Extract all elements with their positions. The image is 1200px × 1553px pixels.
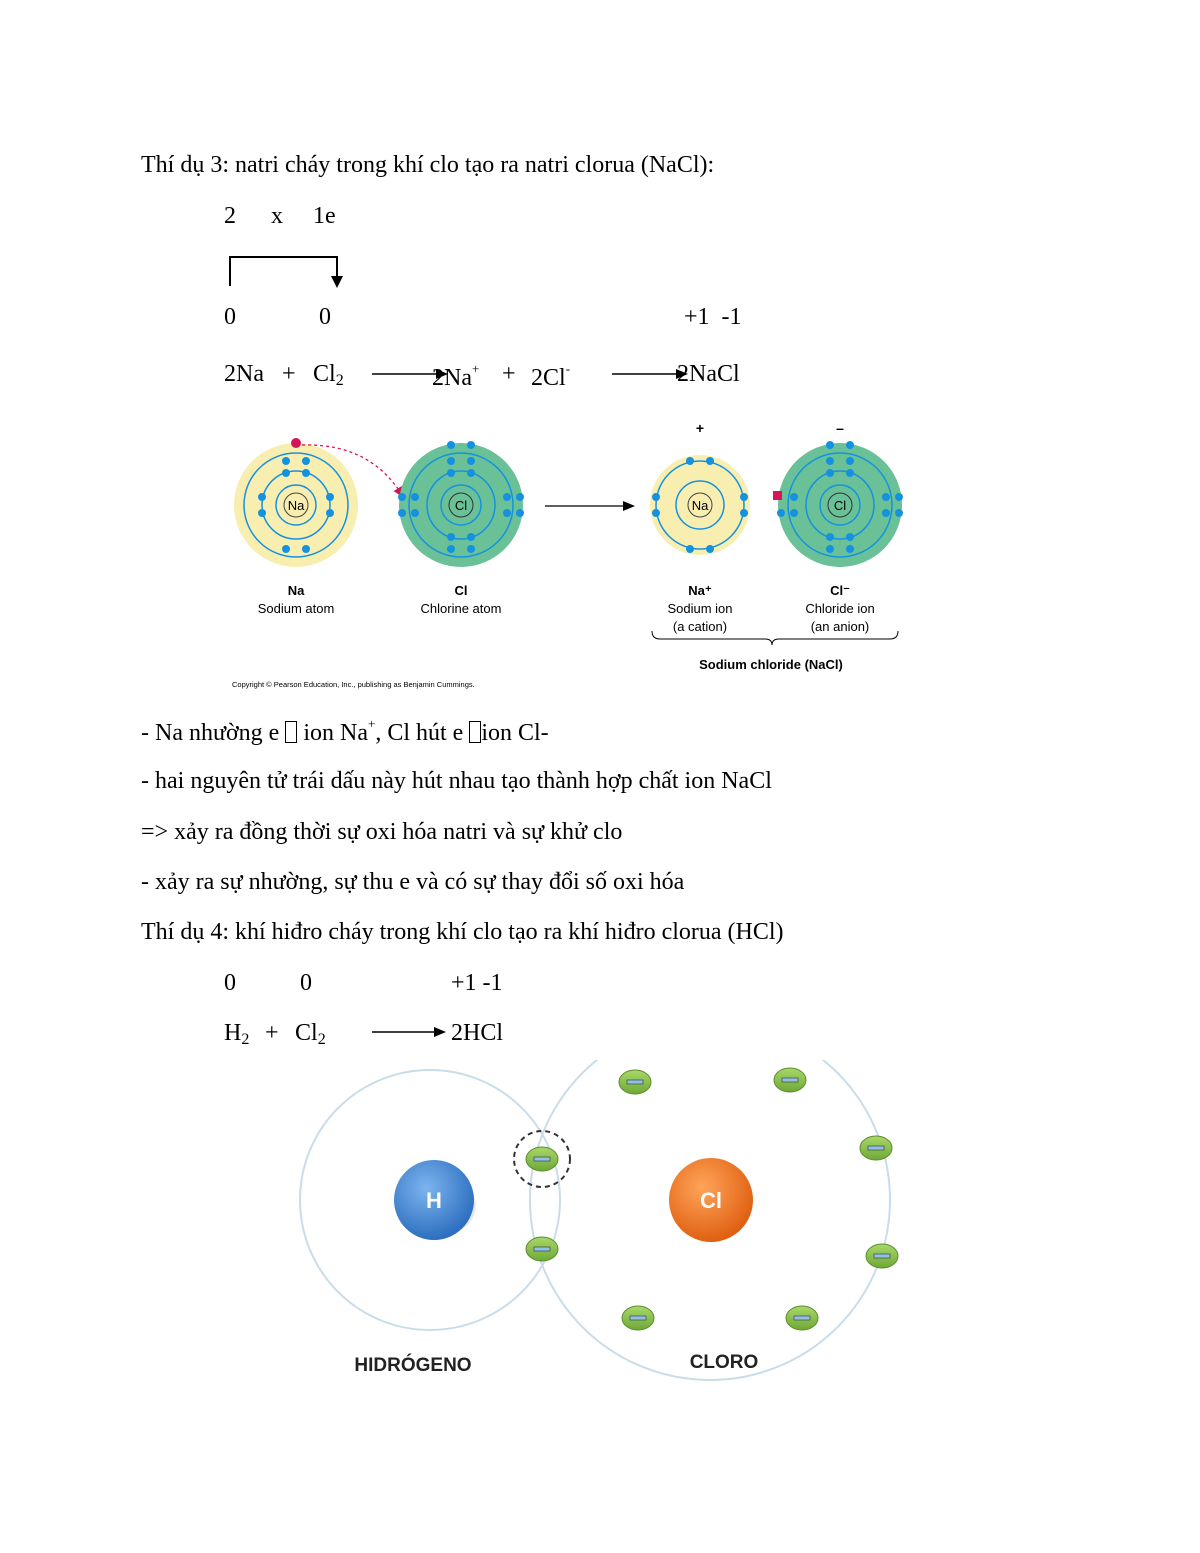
hcl-covalent-bond-figure (290, 1060, 920, 1400)
ox-h: 0 (224, 970, 236, 996)
eq2-reactant-h2: $H_2$ (224, 1020, 250, 1048)
na-atom-title: Na (287, 583, 305, 598)
transfer-electron: 1e (313, 203, 336, 229)
note-line-4: - xảy ra sự nhường, sự thu e và có sự thay đổi số oxi hóa (141, 869, 685, 895)
chloride-ion-diagram (773, 420, 903, 567)
transfer-multiplier: 2 (224, 203, 236, 229)
sodium-ion-diagram (650, 420, 750, 555)
eq2-product-hcl: 2HCl (451, 1020, 504, 1046)
ox-na: 0 (224, 304, 236, 330)
cl-ion-subtitle: Chloride ion (805, 601, 875, 616)
eq1-plus: + (282, 361, 296, 387)
nacl-ionic-bond-figure (220, 415, 920, 695)
ox-hcl: +1 -1 (451, 970, 503, 996)
na-nucleus-symbol: Na (287, 498, 305, 513)
ox-product: +1 -1 (684, 304, 742, 330)
eq2-plus: + (265, 1020, 279, 1046)
compound-label: Sodium chloride (NaCl) (699, 657, 843, 672)
na-ion-subtitle-2: (a cation) (672, 619, 728, 634)
eq1-plus-2: + (502, 361, 516, 387)
electron-transfer-bracket (222, 252, 352, 292)
arrow-symbol-box-2 (469, 721, 481, 743)
na-ion-title: Na⁺ (688, 583, 712, 598)
note-line-3: => xảy ra đồng thời sự oxi hóa natri và sự khử clo (141, 819, 623, 845)
eq2-arrow (372, 1022, 452, 1042)
copyright-note: Copyright © Pearson Education, Inc., publishing as Benjamin Cummings. (232, 680, 475, 689)
sodium-atom-diagram (234, 438, 358, 567)
h-nucleus-symbol: H (426, 1188, 442, 1213)
cl-ion-subtitle-2: (an anion) (810, 619, 870, 634)
hydrogen-label: HIDRÓGENO (354, 1355, 472, 1376)
cl-nucleus-symbol-2: Cl (700, 1188, 722, 1213)
chlorine-label: CLORO (689, 1352, 759, 1373)
cl-atom-subtitle: Chlorine atom (420, 601, 502, 616)
chlorine-atom-diagram (398, 441, 524, 567)
example4-title: Thí dụ 4: khí hiđro cháy trong khí clo tạo ra khí hiđro clorua (HCl) (141, 919, 784, 945)
cl-ion-charge: – (836, 420, 844, 436)
eq1-reactant-cl2: $Cl_2$ (313, 361, 344, 389)
eq1-final-nacl: 2NaCl (677, 361, 740, 387)
note-line-2: - hai nguyên tử trái dấu này hút nhau tạo thành hợp chất ion NaCl (141, 768, 772, 794)
ox-cl-2: 0 (300, 970, 312, 996)
arrow-symbol-box (285, 721, 297, 743)
eq1-reactant-na: 2Na (224, 361, 264, 387)
note-line-1: - Na nhường e ion Na+, Cl hút e ion Cl- (141, 716, 549, 746)
transfer-times: x (271, 203, 283, 229)
example3-title: Thí dụ 3: natri cháy trong khí clo tạo ra natri clorua (NaCl): (141, 152, 715, 178)
na-ion-subtitle: Sodium ion (667, 601, 733, 616)
cl-nucleus-symbol: Cl (454, 498, 468, 513)
cl-atom-title: Cl (454, 583, 468, 598)
transferred-electron (291, 438, 301, 448)
eq1-product-na-ion: 2Na+ (432, 361, 480, 391)
eq1-product-cl-ion: 2Cl- (531, 361, 571, 391)
na-ion-charge: + (695, 420, 705, 436)
na-ion-nucleus-symbol: Na (691, 498, 709, 513)
eq2-reactant-cl2: $Cl_2$ (295, 1020, 326, 1048)
ox-cl: 0 (319, 304, 331, 330)
cl-ion-title: Cl⁻ (830, 583, 850, 598)
cl-ion-nucleus-symbol: Cl (833, 498, 847, 513)
na-atom-subtitle: Sodium atom (257, 601, 335, 616)
